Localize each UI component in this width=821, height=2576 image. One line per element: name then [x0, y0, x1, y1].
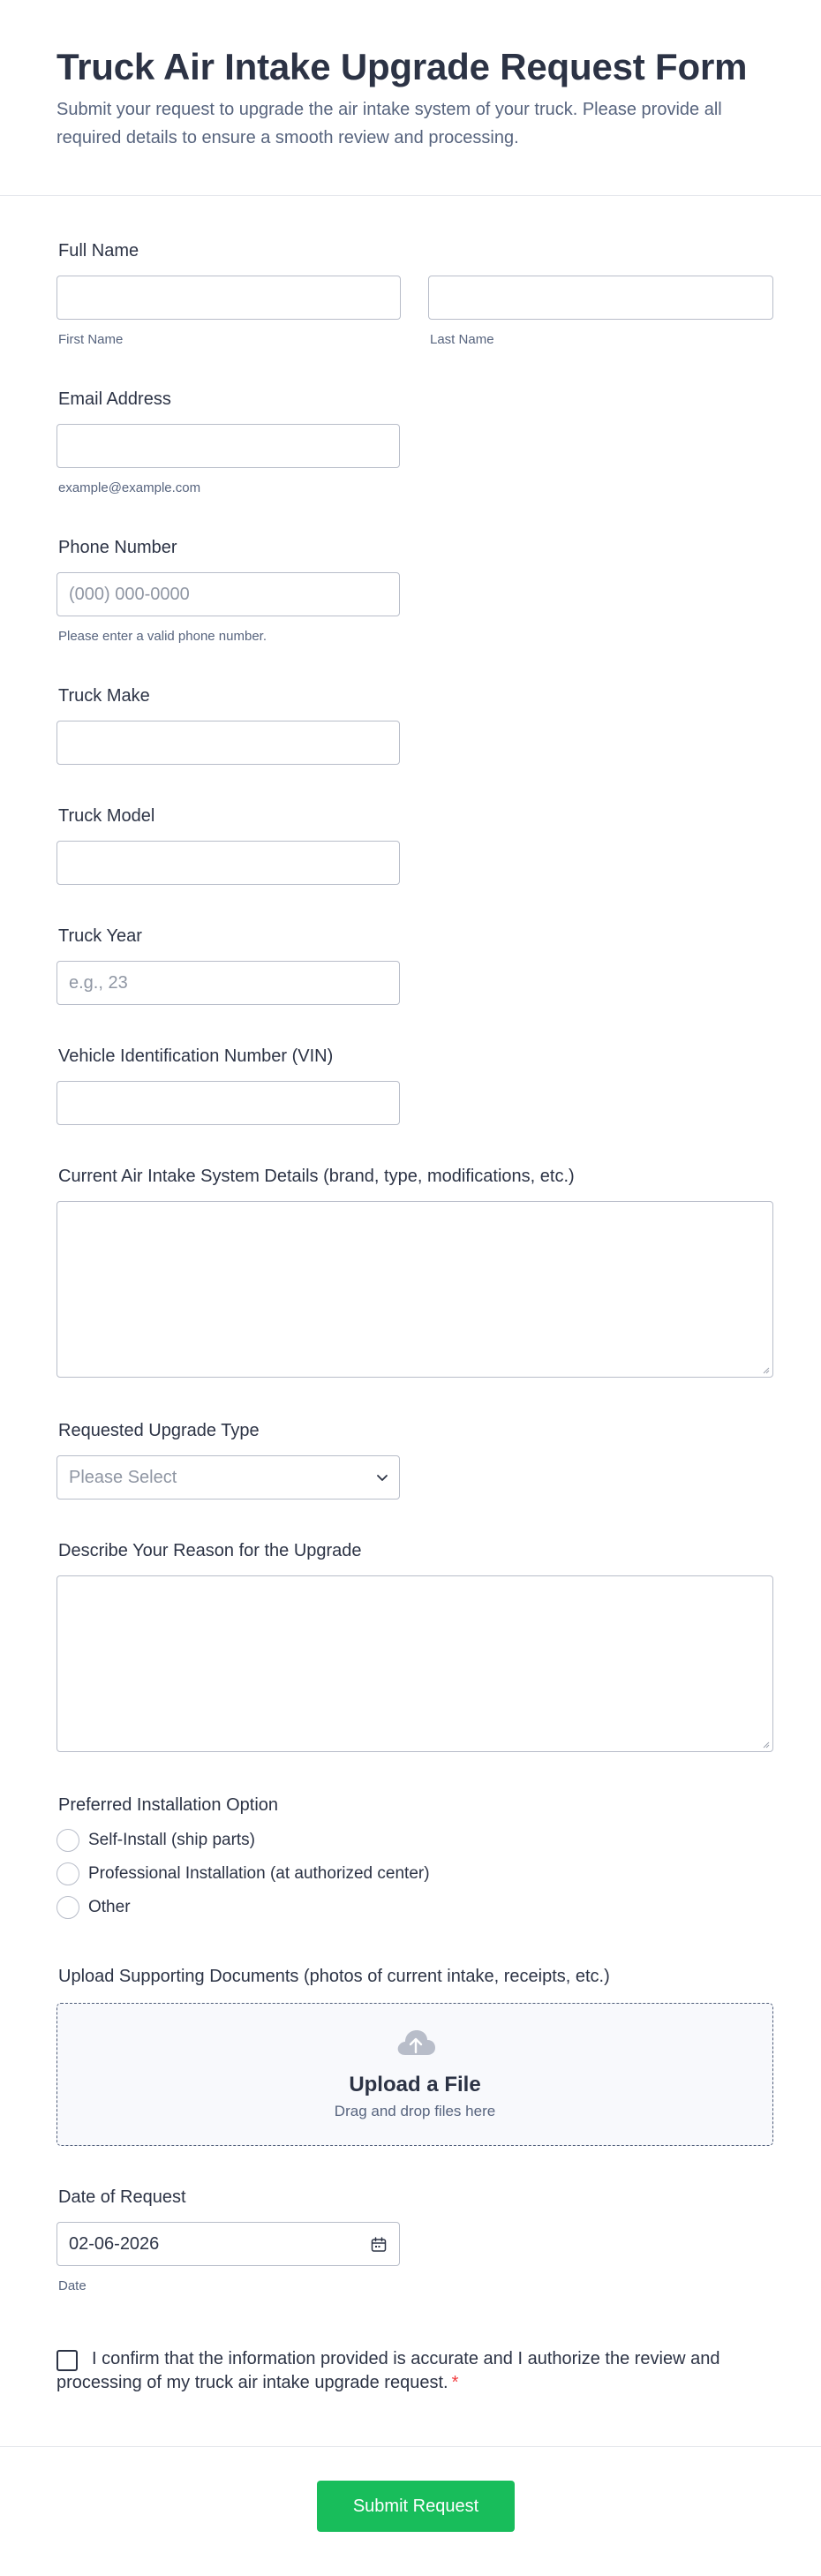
upload-subtitle: Drag and drop files here: [334, 2103, 496, 2119]
first-name-sublabel: First Name: [58, 332, 124, 347]
truck-year-label: Truck Year: [58, 926, 142, 946]
consent-text-block: [56, 2347, 727, 2395]
phone-field: [56, 537, 267, 644]
phone-label: Phone Number: [58, 538, 177, 557]
installation-option-self[interactable]: [56, 1828, 255, 1853]
truck-year-input[interactable]: e.g., 23: [56, 961, 400, 1005]
calendar-icon[interactable]: [371, 2237, 387, 2253]
installation-option-label: Professional Installation (at authorized center): [88, 1864, 430, 1883]
upgrade-type-select[interactable]: [56, 1455, 400, 1500]
chevron-down-icon: [376, 1472, 388, 1484]
full-name-label: Full Name: [58, 241, 139, 261]
vin-label: Vehicle Identification Number (VIN): [58, 1046, 334, 1066]
radio-button[interactable]: [56, 1896, 79, 1919]
installation-option-label: Self-Install (ship parts): [88, 1831, 256, 1849]
truck-model-input[interactable]: [56, 841, 400, 885]
resize-handle-icon[interactable]: [763, 1367, 770, 1374]
email-field: [56, 389, 201, 495]
date-field: [56, 2187, 186, 2293]
current-system-textarea[interactable]: [56, 1201, 773, 1378]
email-label: Email Address: [58, 389, 171, 409]
form-title: Truck Air Intake Upgrade Request Form: [56, 46, 748, 87]
installation-label: Preferred Installation Option: [58, 1795, 279, 1815]
date-input[interactable]: [56, 2222, 400, 2266]
consent-text: I confirm that the information provided is accurate and I authorize the review and processing of my truck air intake upgrade request.: [56, 2349, 720, 2392]
truck-model-label: Truck Model: [58, 806, 155, 826]
phone-input[interactable]: (000) 000-0000: [56, 572, 400, 616]
upload-title: Upload a File: [349, 2073, 481, 2096]
vin-input[interactable]: [56, 1081, 400, 1125]
full-name-field: [56, 240, 773, 347]
email-input[interactable]: [56, 424, 400, 468]
resize-handle-icon[interactable]: [763, 1741, 770, 1749]
upgrade-type-label: Requested Upgrade Type: [58, 1421, 260, 1440]
upload-dropzone[interactable]: [56, 2003, 773, 2146]
required-mark: *: [451, 2373, 459, 2392]
reason-label: Describe Your Reason for the Upgrade: [58, 1541, 362, 1560]
radio-button[interactable]: [56, 1829, 79, 1852]
radio-button[interactable]: [56, 1862, 79, 1885]
reason-textarea[interactable]: [56, 1575, 773, 1752]
installation-option-label: Other: [88, 1898, 131, 1916]
installation-option-other[interactable]: [56, 1895, 131, 1920]
upload-label: Upload Supporting Documents (photos of current intake, receipts, etc.): [58, 1967, 610, 1986]
truck-year-field: [56, 925, 142, 993]
truck-model-field: [56, 805, 154, 827]
truck-make-label: Truck Make: [58, 686, 150, 706]
date-value: 02-06-2026: [69, 2234, 160, 2254]
last-name-input[interactable]: [428, 276, 773, 320]
upgrade-type-field: [56, 1420, 260, 1487]
form-header: [0, 0, 821, 196]
installation-field: [56, 1794, 773, 1916]
upload-field: [56, 1966, 773, 2119]
truck-make-input[interactable]: [56, 721, 400, 765]
cloud-upload-icon: [395, 2027, 437, 2059]
form-description: Submit your request to upgrade the air intake system of your truck. Please provide all required details to ensure a smooth review and processing.: [56, 100, 722, 147]
current-system-field: [56, 1166, 575, 1187]
first-name-input[interactable]: [56, 276, 401, 320]
last-name-sublabel: Last Name: [430, 332, 494, 347]
current-system-label: Current Air Intake System Details (brand, type, modifications, etc.): [58, 1167, 575, 1186]
email-sublabel: example@example.com: [58, 480, 201, 495]
installation-option-professional[interactable]: [56, 1862, 430, 1886]
submit-button[interactable]: Submit Request: [317, 2481, 515, 2532]
date-sublabel: Date: [58, 2278, 87, 2293]
footer-divider: [0, 2446, 821, 2447]
truck-make-field: [56, 685, 150, 706]
vin-field: [56, 1046, 333, 1067]
date-label: Date of Request: [58, 2187, 186, 2207]
phone-sublabel: Please enter a valid phone number.: [58, 629, 267, 644]
upgrade-type-selected: Please Select: [69, 1468, 177, 1487]
reason-field: [56, 1540, 362, 1561]
